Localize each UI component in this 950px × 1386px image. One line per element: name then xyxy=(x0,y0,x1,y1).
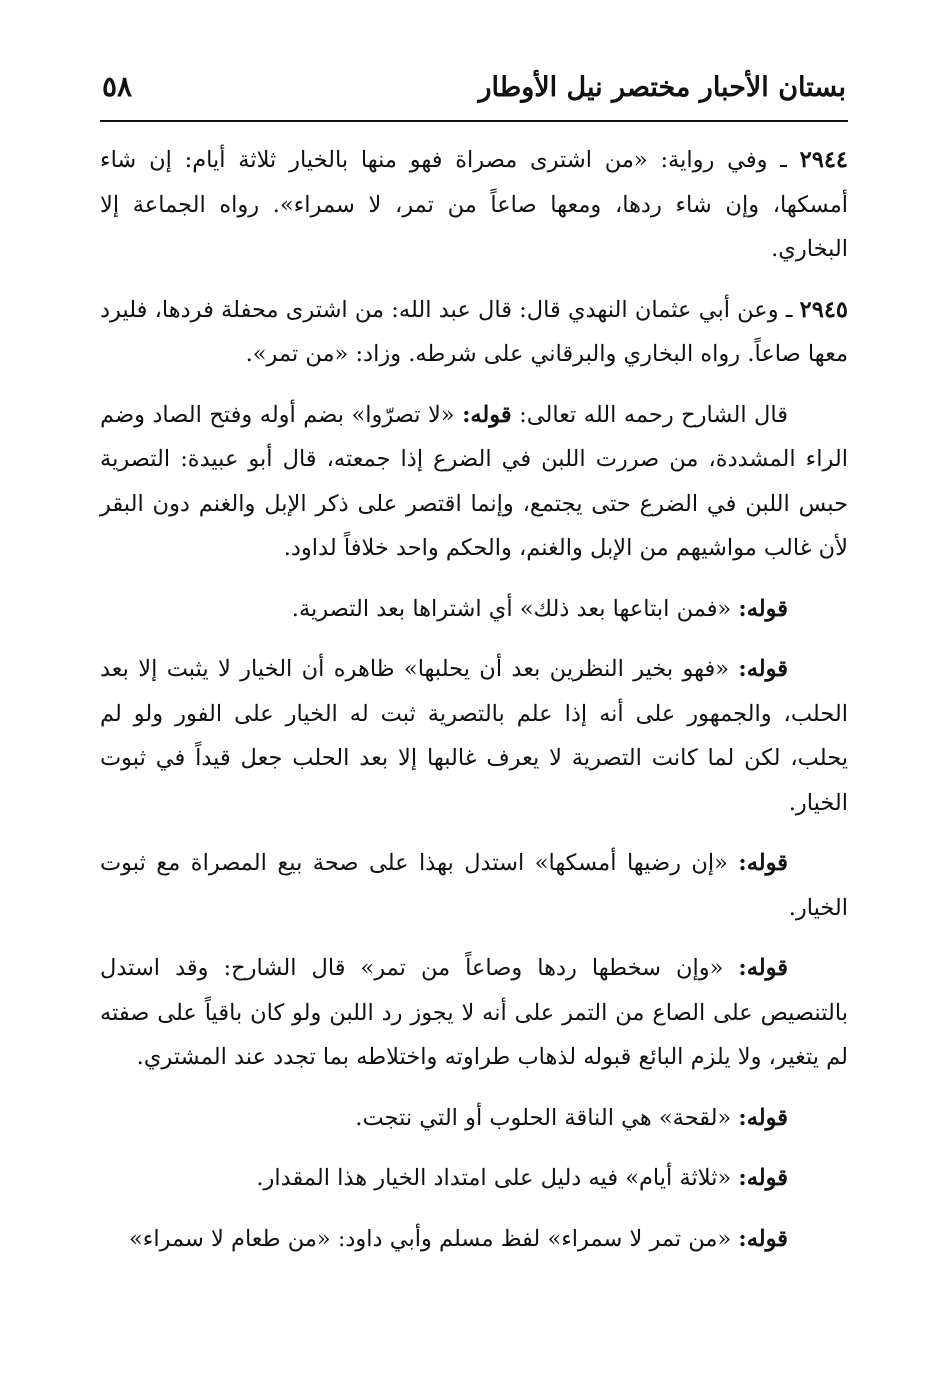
commentary-paragraph xyxy=(100,841,848,930)
hadith-2945 xyxy=(100,288,848,377)
commentary-paragraph xyxy=(100,1217,848,1262)
hadith-number: ٢٩٤٥ xyxy=(799,296,848,323)
commentary-text: «ثلاثة أيام» فيه دليل على امتداد الخيار هذا المقدار. xyxy=(256,1165,739,1191)
qawluh-keyword: قوله: xyxy=(738,1165,788,1191)
hadith-2944 xyxy=(100,138,848,272)
qawluh-keyword: قوله: xyxy=(462,401,512,428)
commentary-paragraph xyxy=(100,587,848,632)
commentary-paragraph xyxy=(100,946,848,1080)
qawluh-keyword: قوله: xyxy=(738,595,788,622)
commentary-text: «فهو بخير النظرين بعد أن يحلبها» ظاهره أن الخيار لا يثبت إلا بعد الحلب، والجمهور على أنه إذا علم بالتصرية ثبت له الخيار على الفور ولو لم يحلب، لكن لما كانت التصرية لا يعرف غالبها إلا بعد الحلب جعل قيداً في ثبوت الخيار. xyxy=(100,656,848,816)
page-number: ٥٨ xyxy=(102,70,133,103)
qawluh-keyword: قوله: xyxy=(738,1104,788,1131)
header-rule xyxy=(100,120,848,122)
hadith-text: ـ وفي رواية: «من اشترى مصراة فهو منها بالخيار ثلاثة أيام: إن شاء أمسكها، وإن شاء ردها، ومعها صاعاً من تمر، لا سمراء». رواه الجماعة إلا البخاري. xyxy=(100,147,848,262)
qawluh-keyword: قوله: xyxy=(738,656,788,682)
commentary-text: «لقحة» هي الناقة الحلوب أو التي نتجت. xyxy=(355,1104,739,1131)
commentary-paragraph xyxy=(100,393,848,571)
commentary-text: «من تمر لا سمراء» لفظ مسلم وأبي داود: «من طعام لا سمراء» xyxy=(129,1225,739,1252)
commentary-text: «وإن سخطها ردها وصاعاً من تمر» قال الشارح: وقد استدل بالتنصيص على الصاع من التمر على أنه لا يجوز رد اللبن ولو كان باقياً على صفته لم يتغير، ولا يلزم البائع قبوله لذهاب طراوته واختلاطه بما تجدد عند المشتري. xyxy=(100,955,848,1070)
qawluh-keyword: قوله: xyxy=(738,1225,788,1252)
commentary-paragraph xyxy=(100,1096,848,1141)
qawluh-keyword: قوله: xyxy=(738,850,788,876)
commentary-paragraph xyxy=(100,647,848,825)
commentary-text: «لا تصرّوا» بضم أوله وفتح الصاد وضم الراء المشددة، من صررت اللبن في الضرع إذا جمعته، قال أبو عبيدة: التصرية حبس اللبن في الضرع حتى يجتمع، وإنما اقتصر على ذكر الإبل والغنم دون البقر لأن غالب مواشيهم من الإبل والغنم، والحكم واحد خلافاً لداود. xyxy=(100,401,848,561)
commentary-paragraph xyxy=(100,1156,848,1201)
commentary-text: «فمن ابتاعها بعد ذلك» أي اشتراها بعد التصرية. xyxy=(291,595,739,622)
commentary-intro: قال الشارح رحمه الله تعالى: xyxy=(511,401,788,428)
hadith-text: ـ وعن أبي عثمان النهدي قال: قال عبد الله: من اشترى محفلة فردها، فليرد معها صاعاً. رواه البخاري والبرقاني على شرطه. وزاد: «من تمر». xyxy=(100,296,848,367)
commentary-text: «إن رضيها أمسكها» استدل بهذا على صحة بيع المصراة مع ثبوت الخيار. xyxy=(100,850,848,921)
hadith-number: ٢٩٤٤ xyxy=(799,147,848,173)
running-title: بستان الأحبار مختصر نيل الأوطار xyxy=(478,72,846,103)
page-header xyxy=(100,70,848,120)
qawluh-keyword: قوله: xyxy=(738,955,788,981)
